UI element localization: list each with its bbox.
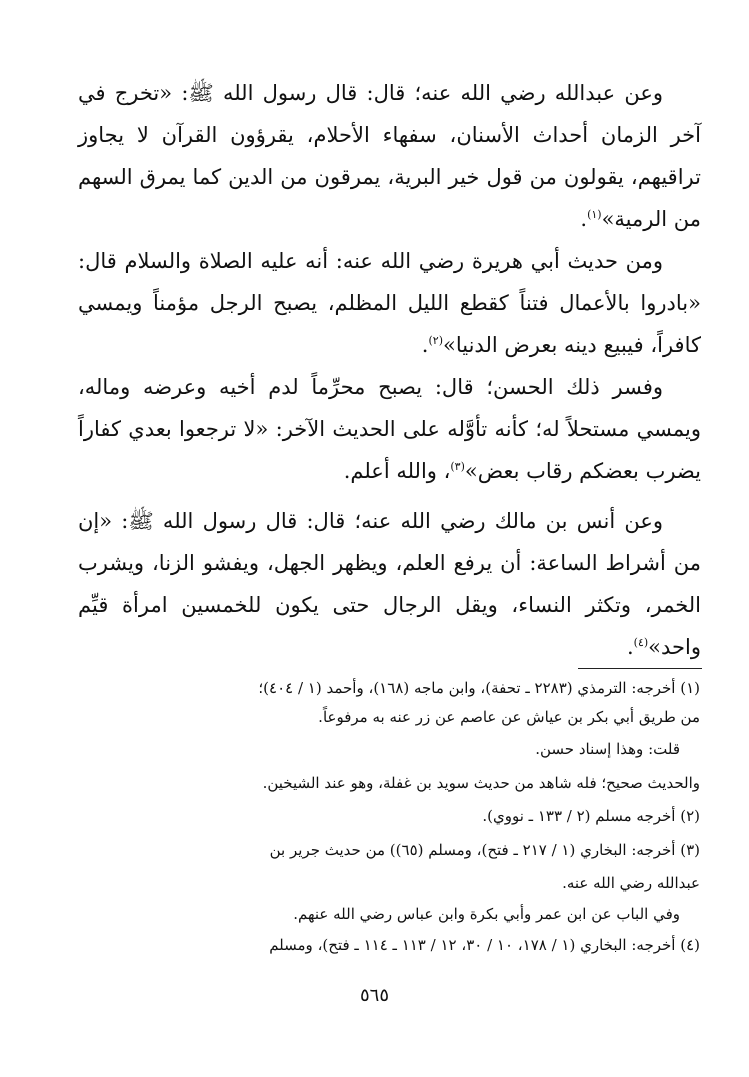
footnote-3-line-2: عبدالله رضي الله عنه. <box>562 874 700 892</box>
footnote-separator <box>578 668 702 669</box>
paragraph-3 <box>78 366 701 492</box>
footnote-2: (٢) أخرجه مسلم (٢ / ١٣٣ ـ نووي). <box>482 807 700 825</box>
footnote-3-line-1: (٣) أخرجه: البخاري (١ / ٢١٧ ـ فتح)، ومسلم (٦٥)) من حديث جرير بن <box>269 841 700 859</box>
paragraph-4: وعن أنس بن مالك رضي الله عنه؛ قال: قال رسول الله ﷺ: «إن من أشراط الساعة: أن يرفع العلم، ويظهر الجهل، ويفشو الزنا، ويشرب الخمر، وتكثر النساء، ويقل الرجال حتى يكون للخمسين امرأة قيِّم واحد»$^{(٤)}$. <box>78 509 701 659</box>
footnote-ref-3[interactable]: (٣) <box>450 460 465 473</box>
paragraph-1-text: وعن عبدالله رضي الله عنه؛ قال: قال رسول الله ﷺ: «تخرج في آخر الزمان أحداث الأسنان، سفهاء الأحلام، يقرؤون القرآن لا يجاوز تراقيهم، يقولون من قول خير البرية، يمرقون من الدين كما يمرق السهم من الرمية» <box>78 81 701 231</box>
paragraph-1: وعن عبدالله رضي الله عنه؛ قال: قال رسول الله ﷺ: «تخرج في آخر الزمان أحداث الأسنان، سفهاء الأحلام، يقرؤون القرآن لا يجاوز تراقيهم، يقولون من قول خير البرية، يمرقون من الدين كما يمرق السهم من الرمية»$^{(١)}$. <box>78 81 701 231</box>
paragraph-3-tail: ، والله أعلم. <box>343 459 451 483</box>
footnote-ref-1[interactable]: (١) <box>587 208 602 221</box>
page-number: ٥٦٥ <box>359 985 389 1006</box>
paragraph-4-text: وعن أنس بن مالك رضي الله عنه؛ قال: قال رسول الله ﷺ: «إن من أشراط الساعة: أن يرفع العلم، ويظهر الجهل، ويفشو الزنا، ويشرب الخمر، وتكثر النساء، ويقل الرجال حتى يكون للخمسين امرأة قيِّم واحد» <box>78 509 701 659</box>
footnote-1-line-2: من طريق أبي بكر بن عياش عن عاصم عن زر عنه به مرفوعاً. <box>318 708 700 726</box>
footnote-ref-2[interactable]: (٢) <box>428 334 443 347</box>
paragraph-2-text: ومن حديث أبي هريرة رضي الله عنه: أنه عليه الصلاة والسلام قال: «بادروا بالأعمال فتناً كقطع الليل المظلم، يصبح الرجل مؤمناً ويمسي كافراً، فيبيع دينه بعرض الدنيا» <box>78 249 701 357</box>
paragraph-2: ومن حديث أبي هريرة رضي الله عنه: أنه عليه الصلاة والسلام قال: «بادروا بالأعمال فتناً كقطع الليل المظلم، يصبح الرجل مؤمناً ويمسي كافراً، فيبيع دينه بعرض الدنيا»$^{(٢)}$. <box>78 249 701 357</box>
footnote-4: (٤) أخرجه: البخاري (١ / ١٧٨، ١٠ / ٣٠، ١٢ / ١١٣ ـ ١١٤ ـ فتح)، ومسلم <box>269 936 700 954</box>
footnote-3-line-3: وفي الباب عن ابن عمر وأبي بكرة وابن عباس رضي الله عنهم. <box>293 905 680 923</box>
paragraph-3-text: وفسر ذلك الحسن؛ قال: يصبح محرِّماً لدم أخيه وعرضه وماله، ويمسي مستحلاً له؛ كأنه تأوَّله على الحديث الآخر: «لا ترجعوا بعدي كفاراً يضرب بعضكم رقاب بعض» <box>78 375 701 483</box>
footnote-1-line-1: (١) أخرجه: الترمذي (٢٢٨٣ ـ تحفة)، وابن ماجه (١٦٨)، وأحمد (١ / ٤٠٤)؛ <box>258 679 700 697</box>
footnote-1-line-3: قلت: وهذا إسناد حسن. <box>535 740 680 758</box>
footnote-ref-4[interactable]: (٤) <box>633 636 649 649</box>
footnote-1-line-4: والحديث صحيح؛ فله شاهد من حديث سويد بن غفلة، وهو عند الشيخين. <box>262 774 700 792</box>
